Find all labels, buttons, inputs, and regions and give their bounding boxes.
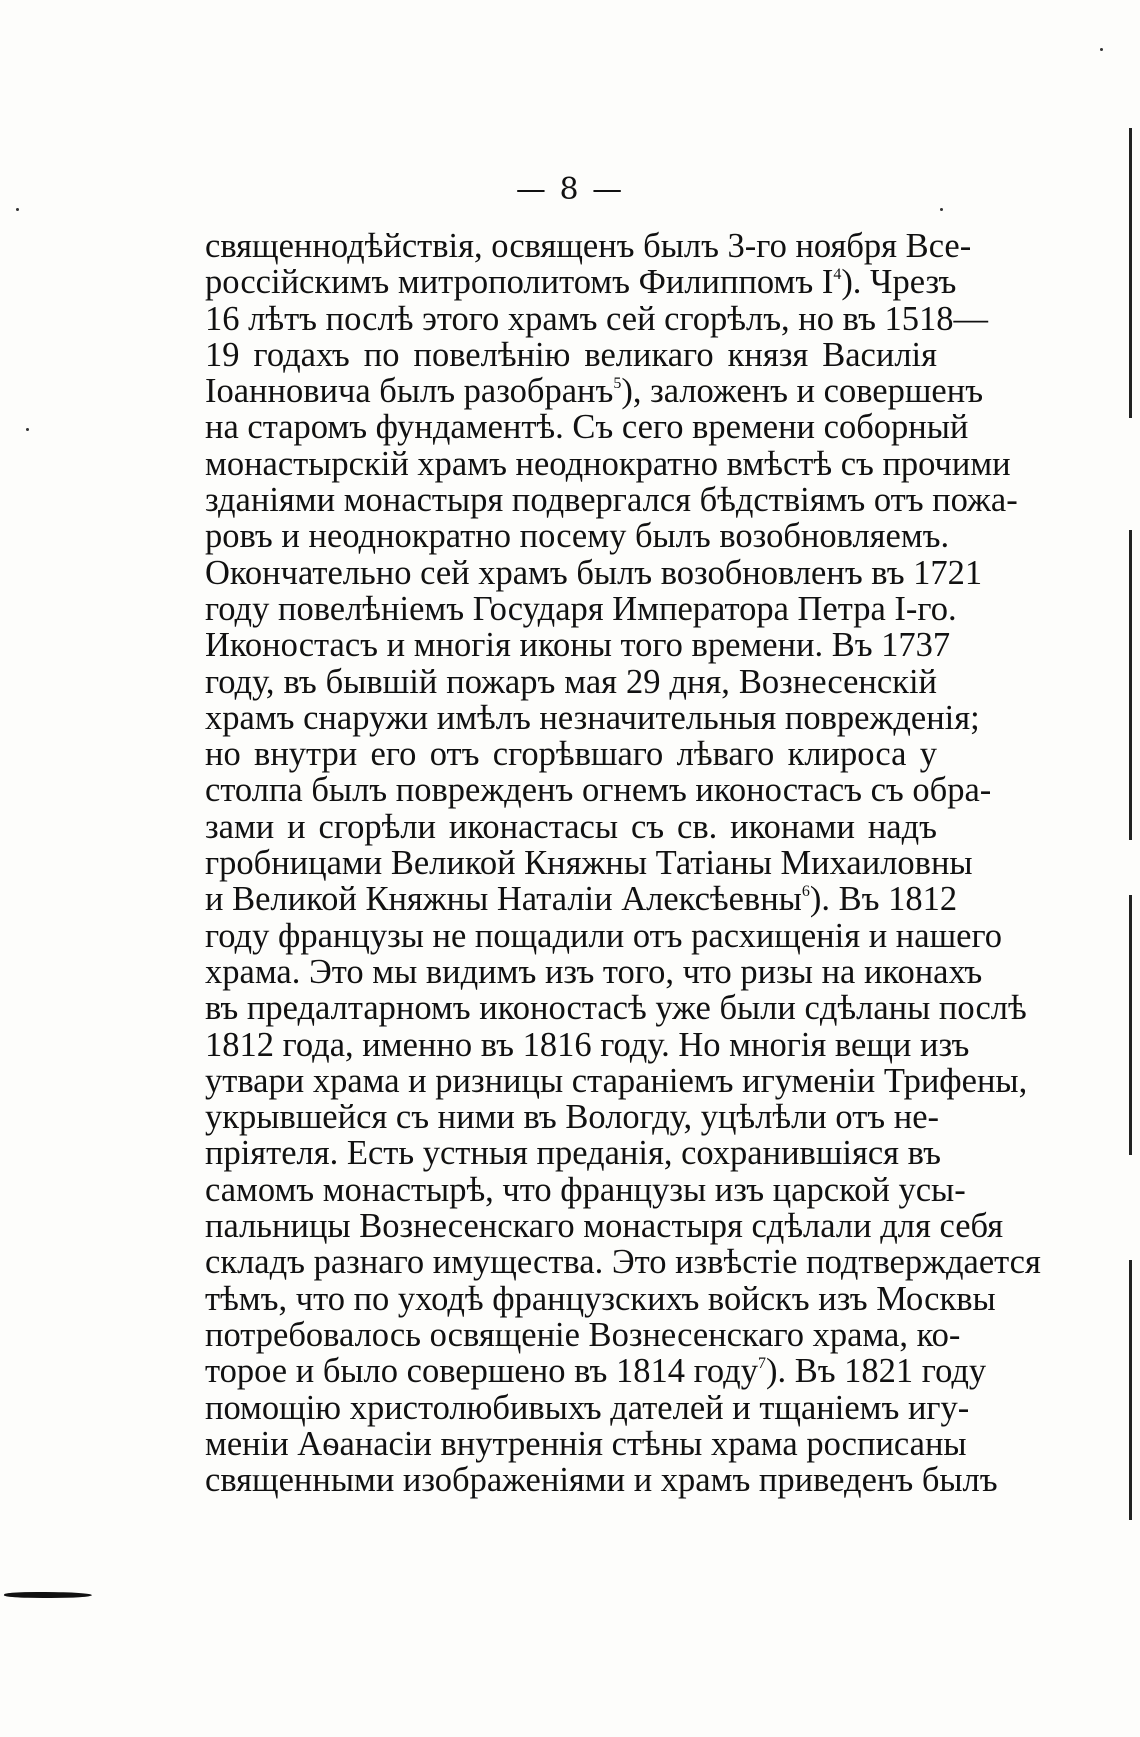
text-line: 19 годахъ по повелѣнію великаго князя Василія — [205, 335, 937, 374]
text-line: гробницами Великой Княжны Татіаны Михаиловны — [205, 844, 973, 883]
footnote-mark: 5 — [613, 375, 622, 393]
text-line: зами и сгорѣли иконастасы съ св. иконами надъ — [205, 807, 937, 846]
text-line: меніи Аѳанасіи внутреннія стѣны храма росписаны — [205, 1424, 967, 1463]
text-line: и Великой Княжны Наталіи Алексѣевны$^6$). Въ 1812 — [205, 880, 958, 919]
text-line: торое и было совершено въ 1814 году$^7$). Въ 1821 году — [205, 1352, 987, 1391]
text-line: пальницы Вознесенскаго монастыря сдѣлали для себя — [205, 1207, 1004, 1246]
text-line: помощію христолюбивыхъ дателей и тщаніемъ игу- — [205, 1388, 970, 1427]
scan-speck — [1100, 48, 1103, 51]
footnote-mark: 7 — [757, 1355, 766, 1373]
text-line: столпа былъ поврежденъ огнемъ иконостасъ съ обра- — [205, 771, 992, 810]
text-line: укрывшейся съ ними въ Вологду, уцѣлѣли отъ не- — [205, 1098, 940, 1137]
text-line: на старомъ фундаментѣ. Съ сего времени соборный — [205, 408, 969, 447]
text-line: монастырскій храмъ неоднократно вмѣстѣ съ прочими — [205, 444, 1011, 483]
text-line: священнодѣйствія, освященъ былъ 3-го ноября Все- — [205, 227, 972, 265]
text-line: пріятеля. Есть устныя преданія, сохранившіяся въ — [205, 1134, 941, 1173]
text-line: въ предалтарномъ иконостасѣ уже были сдѣланы послѣ — [205, 989, 1027, 1028]
scan-speck — [940, 208, 943, 211]
text-line: россійскимъ митрополитомъ Филиппомъ $I^4$). Чрезъ — [205, 263, 957, 302]
scan-edge-mark — [1129, 895, 1132, 1155]
text-line: году повелѣніемъ Государя Императора Петра I-го. — [205, 589, 957, 628]
text-line: тѣмъ, что по уходѣ французскихъ войскъ изъ Москвы — [205, 1279, 996, 1318]
scan-speck — [26, 428, 29, 431]
scan-edge-mark — [1129, 530, 1132, 840]
text-line: ровъ и неоднократно посему былъ возобновляемъ. — [205, 517, 950, 556]
text-line: 16 лѣтъ послѣ этого храмъ сей сгорѣлъ, но въ 1518— — [205, 299, 989, 338]
text-line: Иконостасъ и многія иконы того времени. Въ 1737 — [205, 626, 951, 665]
text-line: году французы не пощадили отъ расхищенія и нашего — [205, 916, 1002, 955]
text-line: Іоанновича былъ разобранъ$^5$), заложенъ и совершенъ — [205, 372, 984, 411]
text-line: но внутри его отъ сгорѣвшаго лѣваго клироса у — [205, 735, 937, 774]
text-line: году, въ бывшій пожаръ мая 29 дня, Вознесенскій — [205, 662, 937, 701]
text-line: утвари храма и ризницы стараніемъ игуменіи Трифены, — [205, 1061, 1028, 1100]
scan-edge-mark — [1129, 128, 1132, 418]
body-text — [205, 227, 1041, 1500]
scan-smudge — [3, 1592, 93, 1598]
text-line: самомъ монастырѣ, что французы изъ царской усы- — [205, 1170, 966, 1209]
text-line: храма. Это мы видимъ изъ того, что ризы на иконахъ — [205, 952, 983, 991]
page-number: — 8 — — [515, 172, 625, 207]
scan-edge-mark — [1129, 1260, 1132, 1520]
footnote-mark: 4 — [833, 266, 842, 284]
text-line: потребовалось освященіе Вознесенскаго храма, ко- — [205, 1315, 961, 1354]
text-line: храмъ снаружи имѣлъ незначительныя поврежденія; — [205, 698, 980, 737]
text-line: зданіями монастыря подвергался бѣдствіямъ отъ пожа- — [205, 481, 1018, 520]
text-line: Окончательно сей храмъ былъ возобновленъ въ 1721 — [205, 553, 983, 592]
text-line: священными изображеніями и храмъ приведенъ былъ — [205, 1461, 998, 1500]
text-line: 1812 года, именно въ 1816 году. Но многія вещи изъ — [205, 1025, 970, 1064]
text-line: складъ разнаго имущества. Это извѣстіе подтверждается — [205, 1243, 1041, 1282]
footnote-mark: 6 — [801, 883, 810, 901]
scan-speck — [16, 208, 19, 211]
